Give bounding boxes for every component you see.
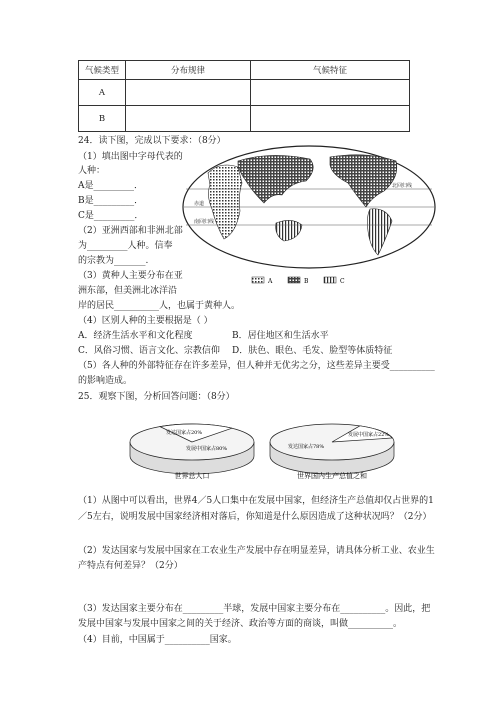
map-label: 北回归线 [392, 183, 413, 189]
pie2-label: 发展中国家占22% [348, 432, 390, 438]
q24-p2-line2: 为_________人种。信奉 [78, 241, 173, 251]
option-a: A．经济生活水平和文化程度 [78, 331, 193, 341]
pie-world-population [130, 424, 254, 474]
world-race-map [180, 143, 438, 285]
table-cell: A [79, 80, 126, 106]
legend-label-b: B [304, 278, 309, 285]
answer-c: C是_________． [78, 211, 144, 221]
map-label: 赤道 [194, 201, 205, 207]
pie2-caption: 世界国内生产总值之和 [297, 472, 367, 480]
q25-p3-line1: （3）发达国家主要分布在_________半球，发展中国家主要分布在__________。因此，把 [78, 604, 431, 614]
q25-p4: （4）目前，中国属于__________国家。 [78, 635, 237, 645]
table-cell [251, 106, 410, 132]
option-d: D．肤色、眼色、毛发、脸型等体质特征 [232, 346, 393, 356]
q24-p3-line1: （3）黄种人主要分布在亚 [78, 271, 183, 281]
legend-label-a: A [268, 278, 273, 285]
answer-b: B是_________． [78, 196, 144, 206]
q25-p3-line2: 发展中国家与发展中国家之间的关于经济、政治等方面的商谈，叫做__________。 [78, 619, 403, 629]
pie1-label: 发展中国家占80% [186, 446, 228, 452]
q24-title: 24．读下图，完成以下要求：（8分） [78, 136, 226, 146]
table-header-cell: 气候类型 [79, 61, 126, 80]
map-label: 南回归线 [194, 219, 215, 225]
table-cell [126, 80, 251, 106]
climate-table [78, 60, 410, 132]
q24-p3-line3: 岸的居民__________人，也属于黄种人。 [78, 301, 241, 311]
q24-p4: （4）区别人种的主要根据是（ ） [78, 316, 213, 326]
legend-swatch-b [288, 277, 300, 283]
pie1-caption: 世界总人口 [174, 472, 210, 480]
q24-p1-line1: （1）填出图中字母代表的 [78, 152, 183, 162]
table-cell [251, 80, 410, 106]
q25-p2-line2: 产特点有何差异？（2分） [78, 561, 183, 571]
pie-world-gdp [270, 424, 394, 474]
option-c: C．风俗习惯、语言文化、宗教信仰 [78, 346, 220, 356]
table-cell: B [79, 106, 126, 132]
q24-p1-line2: 人种： [78, 166, 106, 176]
q24-p3-line2: 洲东部，但美洲北冰洋沿 [78, 286, 178, 296]
legend-swatch-a [252, 277, 264, 283]
table-header-cell: 分布规律 [126, 61, 251, 80]
q25-title: 25．观察下图，分析回答问题：（8分） [78, 392, 235, 402]
q25-p2-line1: （2）发达国家与发展中国家在工农业生产发展中存在明显差异，请具体分析工业、农业生 [78, 546, 435, 556]
table-cell [126, 106, 251, 132]
q24-p2-line3: 的宗教为_______. [78, 256, 149, 266]
table-header-cell: 气候特征 [251, 61, 410, 80]
q25-p1-line1: （1）从图中可以看出，世界4／5人口集中在发展中国家，但经济生产总值却仅占世界的1 [78, 496, 434, 506]
option-b: B．居住地区和生活水平 [232, 331, 329, 341]
answer-a: A是_________． [78, 181, 143, 191]
q24-p5-line2: 的影响造成。 [78, 376, 133, 386]
q24-p2-line1: （2）亚洲西部和非洲北部 [78, 226, 183, 236]
pie1-label: 发达国家占20% [166, 430, 203, 436]
legend-swatch-c [324, 277, 336, 283]
legend-label-c: C [340, 278, 345, 285]
q25-p1-line2: ／5左右，说明发展中国家经济相对落后，你知道是什么原因造成了这种状况吗？（2分） [78, 512, 432, 522]
q24-p5-line1: （5）各人种的外部特征存在许多差异，但人种并无优劣之分，这些差异主要受__________ [78, 361, 435, 371]
pie2-label: 发达国家占78% [288, 444, 325, 450]
